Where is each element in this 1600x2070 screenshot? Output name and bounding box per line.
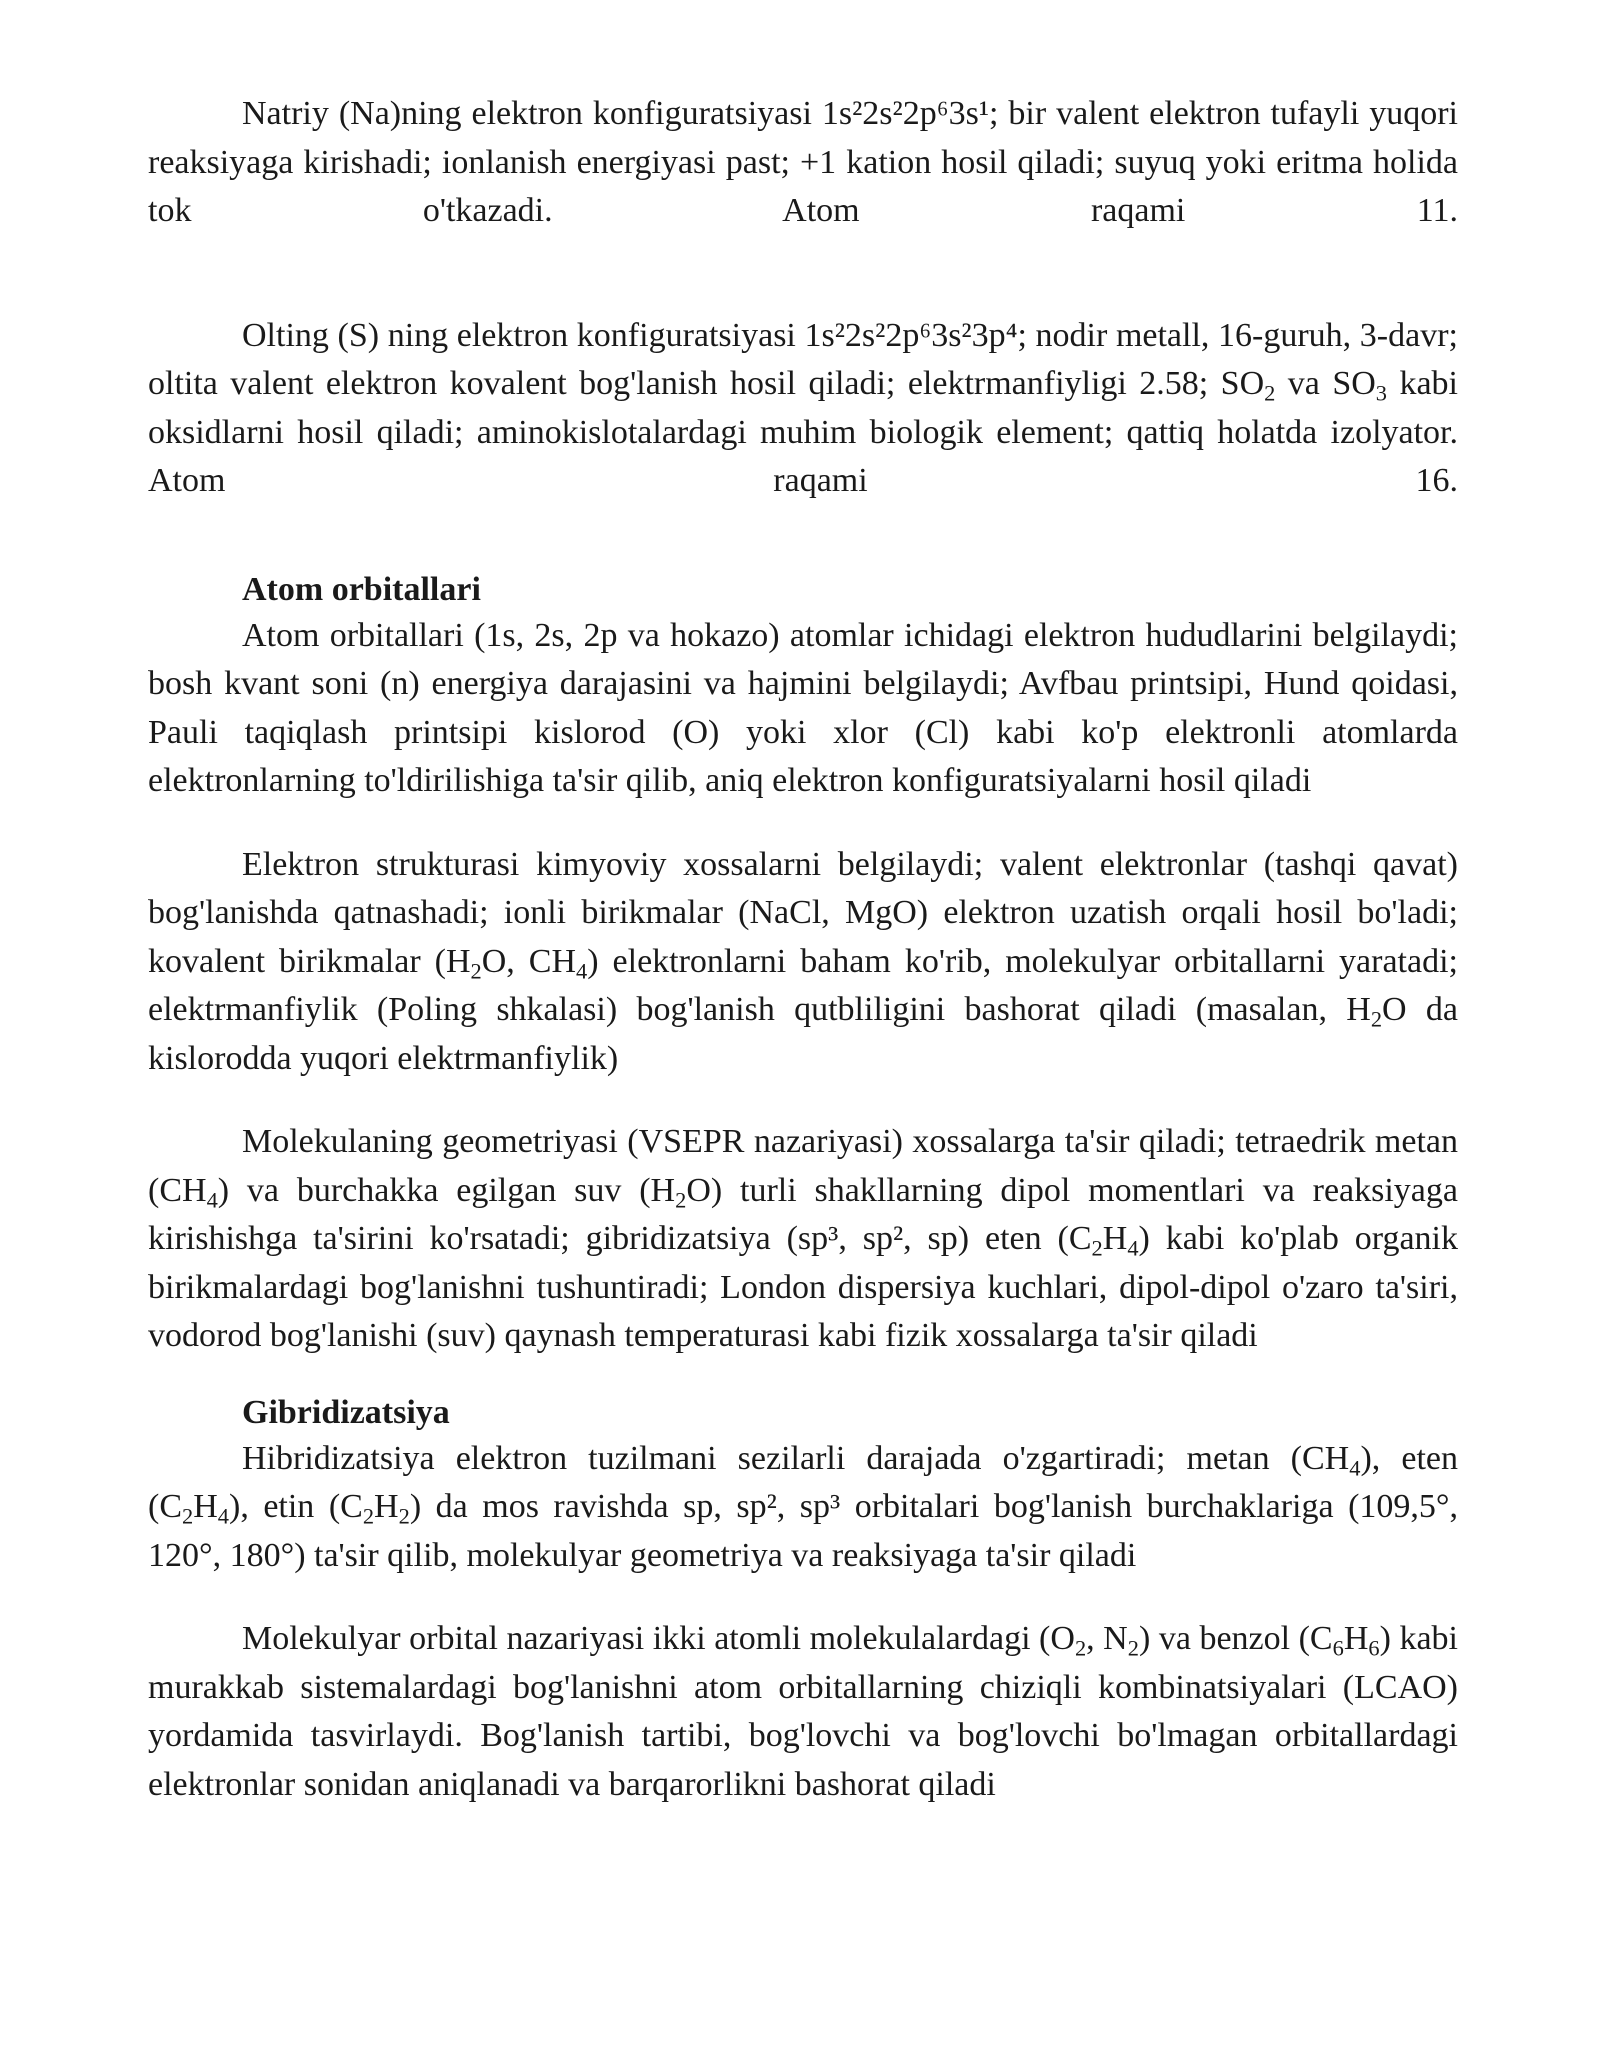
- text-run: , N: [1086, 1620, 1128, 1657]
- text-run: Molekulyar orbital nazariyasi ikki atomli molekulalardagi (O: [242, 1620, 1075, 1657]
- text-run: H: [1343, 1620, 1369, 1657]
- paragraph-spacer: [148, 806, 1458, 841]
- text-run: Hibridizatsiya elektron tuzilmani sezilarli darajada o'zgartiradi; metan (CH: [242, 1439, 1350, 1477]
- subscript: 2: [398, 1503, 410, 1529]
- subscript: 2: [470, 957, 482, 983]
- subscript: 4: [1349, 1454, 1361, 1480]
- subscript: 4: [217, 1503, 229, 1529]
- text-run: ) kabi ko'plab organik birikmalardagi bog'lanishni tushuntiradi; London dispersiya kuchlari, dipol-dipol o'zaro ta'siri, vodorod bog'lanishi (suv) qaynash temperaturasi kabi fizik xossalarga ta'sir qiladi: [148, 1220, 1458, 1354]
- text-run: Elektron strukturasi kimyoviy xossalarni belgilaydi; valent elektronlar (tashqi qavat) bog'lanishda qatnashadi; ionli birikmalar (NaCl, MgO) elektron uzatish orqali hosil bo'ladi; kovalent birikmalar (H: [148, 845, 1458, 980]
- sodium-paragraph: [148, 90, 1458, 236]
- orbitals-paragraph-1: [148, 612, 1458, 806]
- orbitals-paragraph-2: [148, 841, 1458, 1084]
- hybridization-paragraph-1: [148, 1435, 1458, 1581]
- subscript: 2: [362, 1503, 375, 1529]
- subscript: 4: [576, 957, 588, 983]
- subscript: 3: [1375, 380, 1388, 406]
- text-run: ), eten (C: [148, 1439, 1459, 1525]
- document-page: [148, 90, 1458, 1809]
- subscript: 2: [1370, 1006, 1383, 1032]
- text-run: ) va burchakka egilgan suv (H: [217, 1171, 676, 1209]
- text-run: H: [1102, 1220, 1128, 1257]
- sulfur-text-2: va SO: [1275, 365, 1376, 402]
- subscript: 2: [182, 1503, 194, 1529]
- text-run: O) turli shakllarning dipol momentlari va reaksiyaga kirishishga ta'sirini ko'rsatadi; gibridizatsiya (sp³, sp², sp) eten (C: [148, 1171, 1458, 1257]
- paragraph-spacer: [148, 506, 1458, 568]
- sulfur-text-3: kabi oksidlarni hosil qiladi; aminokislotalardagi muhim biologik element; qattiq holatda izolyator. Atom raqami 16.: [148, 365, 1458, 499]
- section-heading-hybridization: Gibridizatsiya: [242, 1393, 450, 1431]
- sulfur-paragraph: [148, 312, 1458, 506]
- subscript: 2: [675, 1186, 687, 1212]
- text-run: ) da mos ravishda sp, sp², sp³ orbitalari bog'lanish burchaklariga (109,5°, 120°, 180°) ta'sir qilib, molekulyar geometriya va reaksiyaga ta'sir qiladi: [148, 1488, 1459, 1574]
- sulfur-text-1: Olting (S) ning elektron konfiguratsiyasi 1s²2s²2p⁶3s²3p⁴; nodir metall, 16-guruh, 3-davr; oltita valent elektron kovalent bog'lanish hosil qiladi; elektrmanfiyligi 2.58; SO: [148, 316, 1458, 402]
- text-run: H: [374, 1488, 399, 1525]
- sodium-paragraph-text: Natriy (Na)ning elektron konfiguratsiyasi 1s²2s²2p⁶3s¹; bir valent elektron tufayli yuqori reaksiyaga kirishadi; ionlanish energiyasi past; +1 kation hosil qiladi; suyuq yoki eritma holida tok o'tkazadi. Atom raqami 11.: [148, 95, 1458, 229]
- subscript: 2: [1127, 1635, 1139, 1661]
- section-heading-orbitals: Atom orbitallari: [242, 570, 481, 608]
- text-run: Molekulaning geometriyasi (VSEPR nazariyasi) xossalarga ta'sir qiladi; tetraedrik metan (CH: [148, 1123, 1458, 1209]
- hybridization-paragraph-2: [148, 1615, 1458, 1809]
- text-run: ) va benzol (C: [1138, 1620, 1333, 1657]
- subscript: 6: [1368, 1635, 1380, 1661]
- text-run: ) kabi murakkab sistemalardagi bog'lanishni atom orbitallarning chiziqli kombinatsiyalari (LCAO) yordamida tasvirlaydi. Bog'lanish tartibi, bog'lovchi va bog'lovchi bo'lmagan orbitallardagi elektronlar sonidan aniqlanadi va barqarorlikni bashorat qiladi: [148, 1620, 1458, 1803]
- text-run: O da kislorodda yuqori elektrmanfiylik): [148, 991, 1458, 1077]
- paragraph-spacer: [148, 1083, 1458, 1118]
- text-run: ) elektronlarni baham ko'rib, molekulyar orbitallarni yaratadi; elektrmanfiylik (Poling shkalasi) bog'lanish qutbliligini bashorat qiladi (masalan, H: [148, 942, 1458, 1028]
- subscript: 6: [1332, 1635, 1344, 1661]
- orbitals-paragraph-3: [148, 1118, 1458, 1361]
- subscript: 4: [1127, 1235, 1139, 1261]
- paragraph-spacer: [148, 236, 1458, 312]
- text-run: ), etin (C: [229, 1488, 363, 1525]
- text-run: O, CH: [481, 942, 577, 980]
- subscript: 4: [206, 1186, 218, 1212]
- paragraph-spacer: [148, 1361, 1458, 1391]
- orbitals-paragraph-1-text: Atom orbitallari (1s, 2s, 2p va hokazo) atomlar ichidagi elektron hududlarini belgilaydi; bosh kvant soni (n) energiya darajasini va hajmini belgilaydi; Avfbau printsipi, Hund qoidasi, Pauli taqiqlash printsipi kislorod (O) yoki xlor (Cl) kabi ko'p elektronli atomlarda elektronlarning to'ldirilishiga ta'sir qilib, aniq elektron konfiguratsiyalarni hosil qiladi: [148, 616, 1458, 799]
- text-run: H: [193, 1488, 218, 1525]
- paragraph-spacer: [148, 1580, 1458, 1615]
- subscript: 2: [1264, 380, 1276, 406]
- subscript: 2: [1074, 1635, 1087, 1661]
- subscript: 2: [1091, 1235, 1103, 1261]
